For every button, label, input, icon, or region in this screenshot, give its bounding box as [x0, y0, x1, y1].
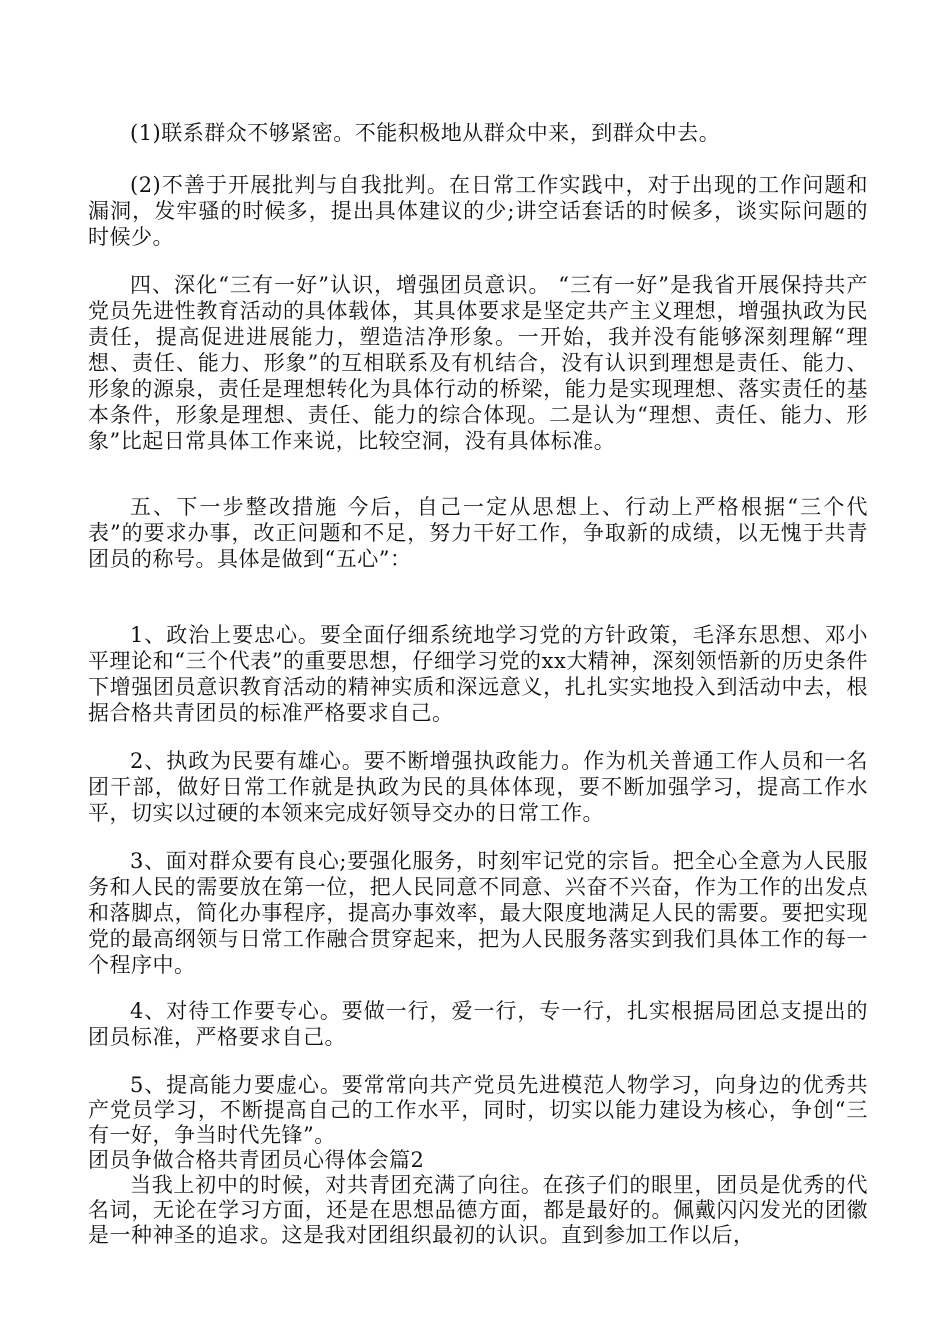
paragraph-section-four: 四、深化“三有一好”认识，增强团员意识。 “三有一好”是我省开展保持共产党员先进性教育活动的具体载体，其具体要求是坚定共产主义理想，增强执政为民责任，提高促进进展能力，塑造洁净形象。一开始，我并没有能够深刻理解“理想、责任、能力、形象”的互相联系及有机结合，没有认识到理想是责任、能力、形象的源泉，责任是理想转化为具体行动的桥梁，能力是实现理想、落实责任的基本条件，形象是理想、责任、能力的综合体现。二是认为“理想、责任、能力、形象”比起日常具体工作来说，比较空洞，没有具体标准。: [88, 273, 868, 453]
paragraph-item-3: 3、面对群众要有良心;要强化服务，时刻牢记党的宗旨。把全心全意为人民服务和人民的需要放在第一位，把人民同意不同意、兴奋不兴奋，作为工作的出发点和落脚点，简化办事程序，提高办事效率，最大限度地满足人民的需要。要把实现党的最高纲领与日常工作融合贯穿起来，把为人民服务落实到我们具体工作的每一个程序中。: [88, 849, 868, 977]
paragraph-item-1: 1、政治上要忠心。要全面仔细系统地学习党的方针政策，毛泽东思想、邓小平理论和“三个代表”的重要思想，仔细学习党的xx大精神，深刻领悟新的历史条件下增强团员意识教育活动的精神实质和深远意义，扎扎实实地投入到活动中去，根据合格共青团员的标准严格要求自己。: [88, 623, 868, 725]
paragraph-point-2: (2)不善于开展批判与自我批判。在日常工作实践中，对于出现的工作问题和漏洞，发牢骚的时候多，提出具体建议的少;讲空话套话的时候多，谈实际问题的时候少。: [88, 173, 868, 249]
paragraph-point-1: (1)联系群众不够紧密。不能积极地从群众中来，到群众中去。: [130, 121, 721, 145]
section-heading: 团员争做合格共青团员心得体会篇2: [88, 1148, 425, 1172]
paragraph-article-2-intro: 当我上初中的时候，对共青团充满了向往。在孩子们的眼里，团员是优秀的代名词，无论在学习方面，还是在思想品德方面，都是最好的。佩戴闪闪发光的团徽是一种神圣的追求。这是我对团组织最初的认识。直到参加工作以后，: [88, 1173, 868, 1247]
paragraph-item-5: 5、提高能力要虚心。要常常向共产党员先进模范人物学习，向身边的优秀共产党员学习，不断提高自己的工作水平，同时，切实以能力建设为核心，争创“三有一好，争当时代先锋”。: [88, 1073, 868, 1147]
paragraph-section-five: 五、下一步整改措施 今后，自己一定从思想上、行动上严格根据“三个代表”的要求办事，改正问题和不足，努力干好工作，争取新的成绩，以无愧于共青团员的称号。具体是做到“五心”：: [88, 495, 868, 571]
paragraph-item-2: 2、执政为民要有雄心。要不断增强执政能力。作为机关普通工作人员和一名团干部，做好日常工作就是执政为民的具体体现，要不断加强学习，提高工作水平，切实以过硬的本领来完成好领导交办的日常工作。: [88, 749, 868, 825]
paragraph-item-4: 4、对待工作要专心。要做一行，爱一行，专一行，扎实根据局团总支提出的团员标准，严格要求自己。: [88, 999, 868, 1049]
